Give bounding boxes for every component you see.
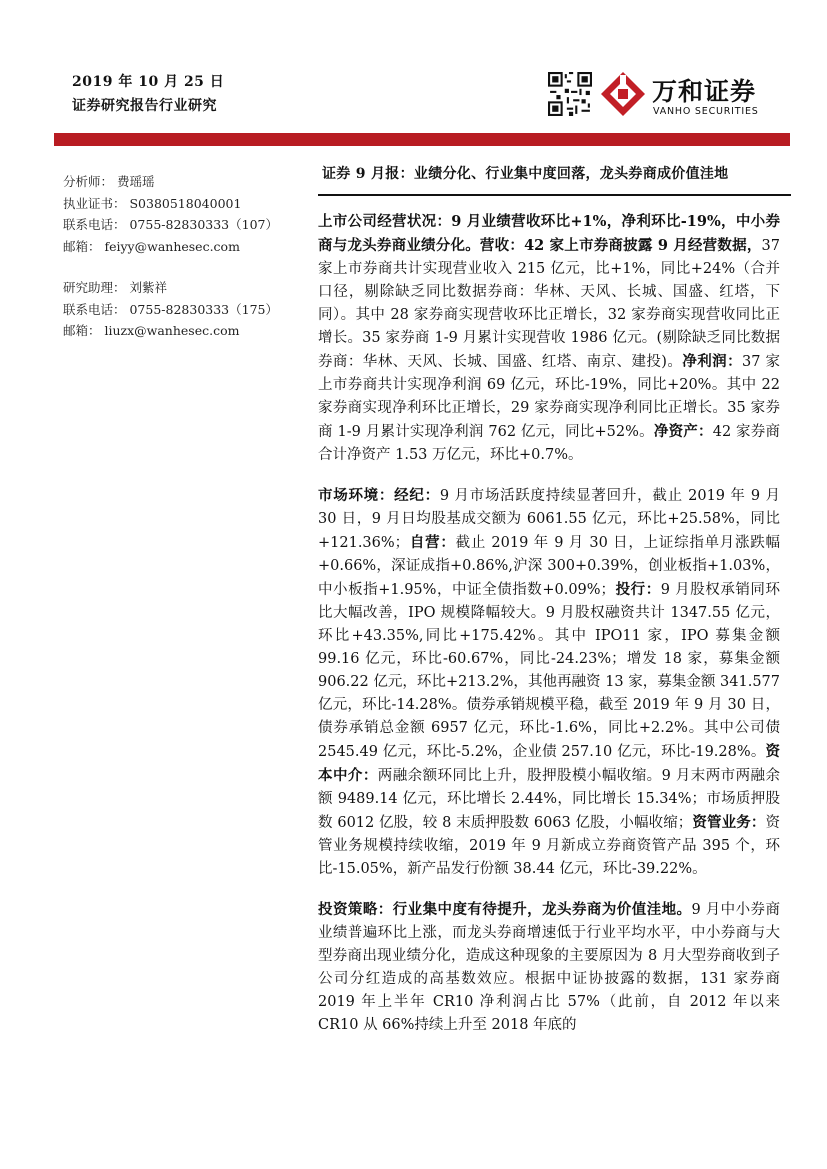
paragraph-strategy: [318, 898, 780, 1037]
p1-text-assets: 42 家券商合计净资产 1.53 万亿元，环比+0.7%。: [318, 424, 781, 463]
p2-heading-ib: 投行：: [615, 581, 661, 598]
title-divider: [318, 194, 791, 196]
p2-text-ib: 9 月股权承销同环比大幅改善，IPO 规模降幅较大。9 月股权融资共计 1347.55 亿元，环比+43.35%,同比+175.42%。其中 IPO11 家，IPO 募集金额 99.16 亿元，环比-60.67%，同比-24.23%；增发 18 家，募集金额 906.22 亿元，环比+213.2%，其他再融资 13 家，募集金额 341.577 亿元，环比-14.28%。债券承销规模平稳，截至 2019 年 9 月 30 日，债券承销总金额 6957 亿元，环比-1.6%，同比+2.2%。其中公司债 2545.49 亿元，环比-5.2%，企业债 257.10 亿元，环比-19.28%。: [318, 582, 780, 760]
p2-heading: 市场环境：经纪：: [318, 487, 440, 504]
p3-heading: 投资策略：行业集中度有待提升，龙头券商为价值洼地。: [318, 901, 692, 918]
p3-text: 9 月中小券商业绩普遍环比上涨，而龙头券商增速低于行业平均水平，中小券商与大型券商出现业绩分化，造成这种现象的主要原因为 8 月大型券商收到子公司分红造成的高基数效应。根据中证协披露的数据，131 家券商 2019 年上半年 CR10 净利润占比 57%（此前，自 2012 年以来 CR10 从 66%持续上升至 2018 年底的: [318, 902, 780, 1033]
brand-name-en: VANHO SECURITIES: [653, 106, 759, 117]
analyst-phone: 联系电话： 0755-82830333（107）: [63, 217, 278, 232]
p2-heading-capital: 资本中介：: [318, 743, 780, 784]
paragraph-market: [318, 484, 780, 881]
analyst-name: 分析师： 费瑶瑶: [63, 174, 155, 189]
p2-text-capital: 两融余额环同比上升，股押股模小幅收缩。9 月末两市两融余额 9489.14 亿元，环比增长 2.44%，同比增长 15.34%；市场质押股数 6012 亿股，较 8 末质押股数 6063 亿股，小幅收缩；: [318, 768, 780, 831]
p2-heading-proprietary: 自营：: [409, 534, 456, 551]
report-type: 证券研究报告行业研究: [72, 98, 217, 114]
p1-heading-profit: 净利润：: [682, 353, 743, 370]
p1-text-profit: 37 家上市券商共计实现净利润 69 亿元，环比-19%，同比+20%。其中 22 家券商实现净利环比正增长，29 家券商实现净利同比正增长。35 家券商 1-9 月累计实现净利润 762 亿元，同比+52%。: [318, 354, 781, 440]
paragraph-operations: [318, 210, 780, 467]
p1-heading: 上市公司经营状况：9 月业绩营收环比+1%，净利环比-19%，中小券商与龙头券商业绩分化。营收：42 家上市券商披露 9 月经营数据，: [318, 213, 780, 254]
brand-logo-icon: [600, 71, 646, 117]
assistant-name: 研究助理： 刘紫祥: [63, 280, 167, 295]
p2-text-am: 资管业务规模持续收缩，2019 年 9 月新成立券商资管产品 395 个，环比-15.05%，新产品发行份额 38.44 亿元，环比-39.22%。: [318, 815, 780, 877]
p2-text-brokerage: 9 月市场活跃度持续显著回升，截止 2019 年 9 月 30 日，9 月日均股基成交额为 6061.55 亿元，环比+25.58%，同比+121.36%；: [318, 488, 780, 551]
analyst-cert: 执业证书： S0380518040001: [63, 195, 242, 211]
brand-name-cn: 万和证券: [652, 77, 757, 106]
p2-heading-am: 资管业务：: [692, 814, 766, 831]
assistant-phone: 联系电话： 0755-82830333（175）: [63, 301, 278, 317]
analyst-email[interactable]: 邮箱： feiyy@wanhesec.com: [63, 238, 240, 254]
qr-code: [548, 72, 592, 116]
header-red-bar: [54, 133, 790, 146]
p1-heading-assets: 净资产：: [653, 423, 713, 440]
analyst-sidebar: [63, 171, 278, 342]
report-title: 证券 9 月报：业绩分化、行业集中度回落，龙头券商成价值洼地: [322, 166, 729, 182]
p1-text: 37 家上市券商共计实现营业收入 215 亿元，比+1%，同比+24%（合并口径，剔除缺乏同比数据券商：华林、天风、长城、国盛、红塔，下同）。其中 28 家券商实现营收环比正增长，32 家券商实现营收同比正增长。35 家券商 1-9 月累计实现营收 1986 亿元。(剔除缺乏同比数据券商：华林、天风、长城、国盛、红塔、南京、建投)。: [318, 238, 780, 370]
p2-text-proprietary: 截止 2019 年 9 月 30 日，上证综指单月涨跌幅+0.66%，深证成指+0.86%,沪深 300+0.39%，创业板指+1.03%，中小板指+1.95%，中证全债指数+0.09%；: [318, 535, 781, 598]
assistant-email[interactable]: 邮箱： liuzx@wanhesec.com: [63, 323, 240, 338]
report-body: [318, 210, 780, 1054]
report-date: 2019 年 10 月 25 日: [72, 74, 225, 90]
